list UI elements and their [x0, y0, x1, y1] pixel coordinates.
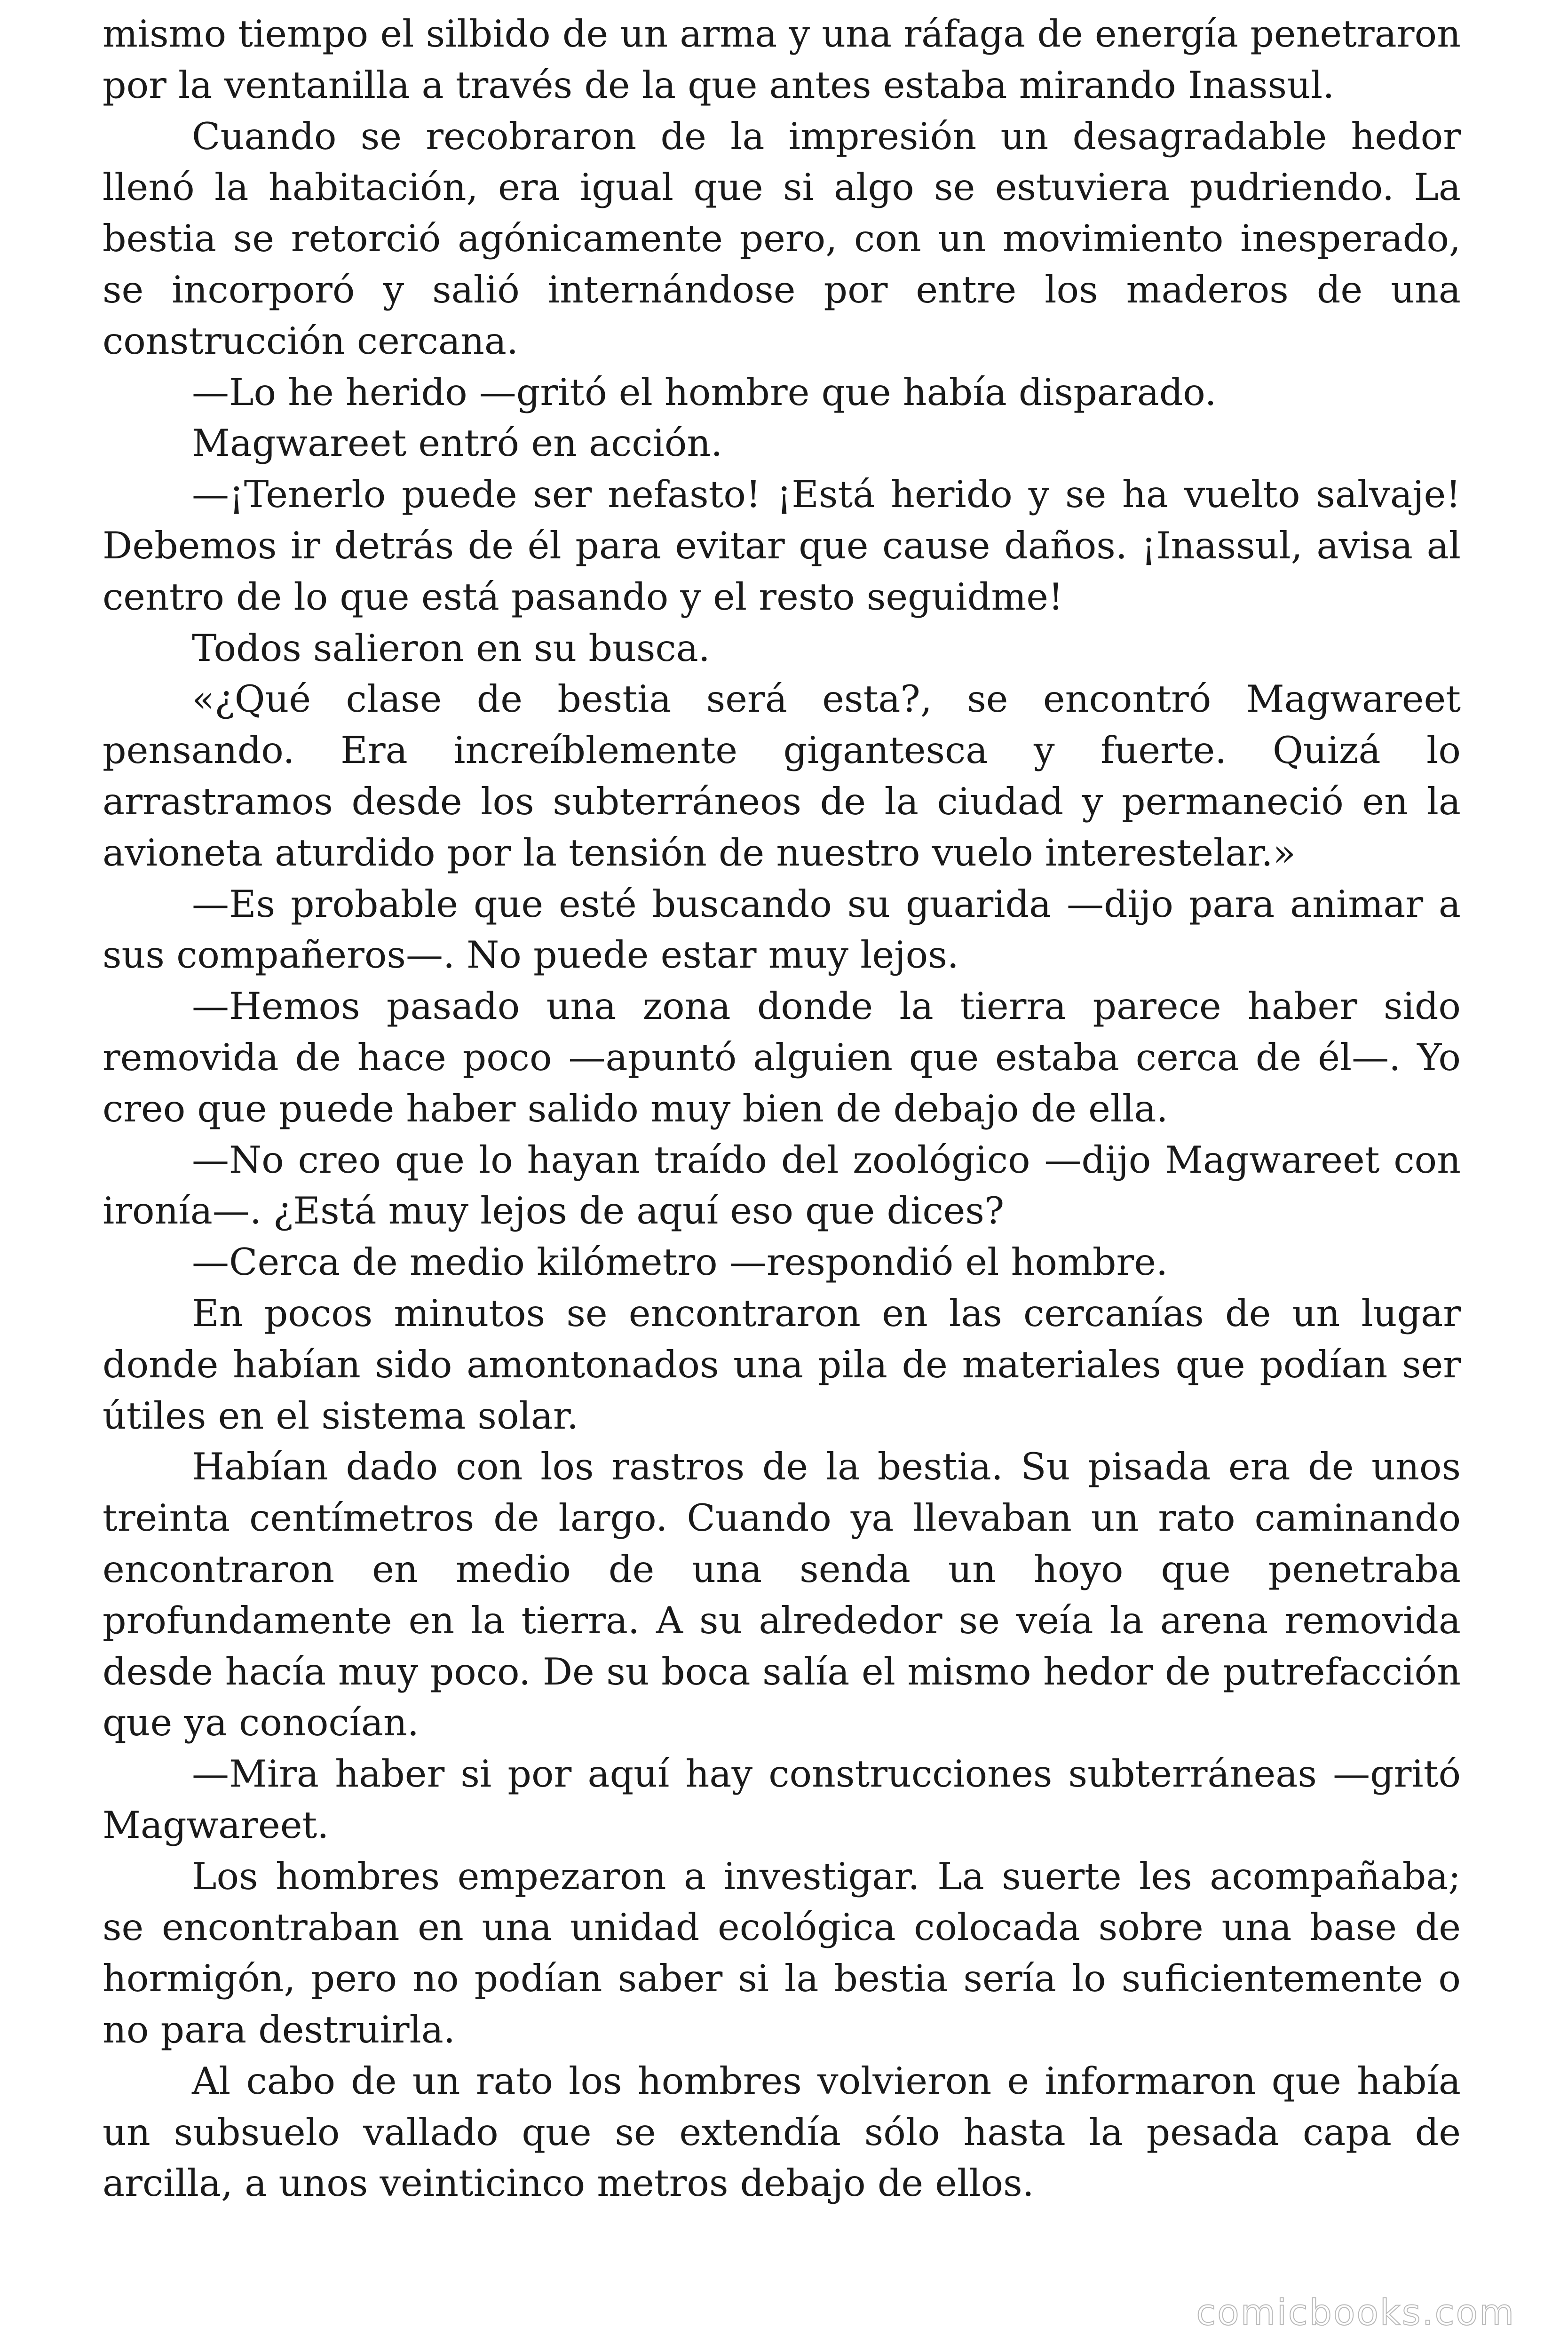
paragraph-8: —Es probable que esté buscando su guarida —dijo para animar a sus compañeros—. No puede estar muy lejos. [103, 882, 1461, 977]
book-page [103, 8, 1461, 2209]
paragraph-16: Al cabo de un rato los hombres volvieron e informaron que había un subsuelo vallado que se extendía sólo hasta la pesada capa de arcilla, a unos veinticinco metros debajo de ellos. [103, 2059, 1461, 2205]
paragraph-15: Los hombres empezaron a investigar. La suerte les acompañaba; se encontraban en una unidad ecológica colocada sobre una base de hormigón, pero no podían saber si la bestia sería lo suficientemente o no para destruirla. [103, 1854, 1461, 2052]
paragraph-10: —No creo que lo hayan traído del zoológico —dijo Magwareet con ironía—. ¿Está muy lejos de aquí eso que dices? [103, 1138, 1461, 1233]
paragraph-9: —Hemos pasado una zona donde la tierra parece haber sido removida de hace poco —apuntó alguien que estaba cerca de él—. Yo creo que puede haber salido muy bien de debajo de ella. [103, 985, 1461, 1130]
paragraph-3: —Lo he herido —gritó el hombre que había disparado. [192, 370, 1217, 414]
paragraph-1: mismo tiempo el silbido de un arma y una ráfaga de energía penetraron por la ventanilla a través de la que antes estaba mirando Inassul. [103, 12, 1461, 107]
paragraph-14: —Mira haber si por aquí hay construcciones subterráneas —gritó Magwareet. [103, 1752, 1461, 1847]
paragraph-12: En pocos minutos se encontraron en las cercanías de un lugar donde habían sido amontonados una pila de materiales que podían ser útiles en el sistema solar. [103, 1291, 1461, 1438]
watermark: comicbooks.com [1196, 2291, 1515, 2333]
paragraph-4: Magwareet entró en acción. [192, 421, 723, 465]
paragraph-6: Todos salieron en su busca. [192, 626, 710, 670]
paragraph-11: —Cerca de medio kilómetro —respondió el hombre. [192, 1240, 1168, 1284]
paragraph-2: Cuando se recobraron de la impresión un desagradable hedor llenó la habitación, era igual que si algo se estuviera pudriendo. La bestia se retorció agónicamente pero, con un movimiento inesperado, se incorporó y salió internándose por entre los maderos de una construcción cercana. [103, 114, 1461, 363]
paragraph-7: «¿Qué clase de bestia será esta?, se encontró Magwareet pensando. Era increíblemente gigantesca y fuerte. Quizá lo arrastramos desde los subterráneos de la ciudad y permaneció en la avioneta aturdido por la tensión de nuestro vuelo interestelar.» [103, 677, 1461, 874]
paragraph-5: —¡Tenerlo puede ser nefasto! ¡Está herido y se ha vuelto salvaje! Debemos ir detrás de él para evitar que cause daños. ¡Inassul, avisa al centro de lo que está pasando y el resto seguidme! [103, 473, 1461, 619]
paragraph-13: Habían dado con los rastros de la bestia. Su pisada era de unos treinta centímetros de largo. Cuando ya llevaban un rato caminando encontraron en medio de una senda un hoyo que penetraba profundamente en la tierra. A su alrededor se veía la arena removida desde hacía muy poco. De su boca salía el mismo hedor de putrefacción que ya conocían. [103, 1445, 1461, 1745]
